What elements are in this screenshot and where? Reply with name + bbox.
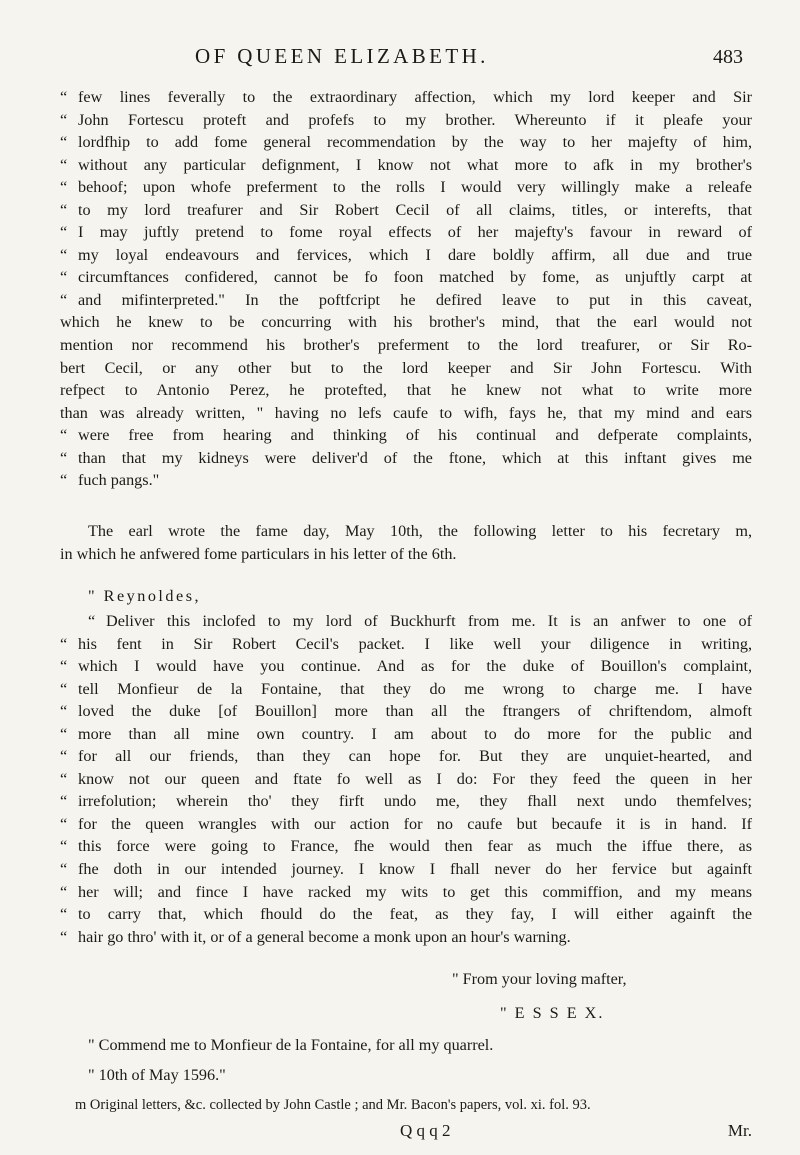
signature-mark: Q q q 2 xyxy=(400,1121,451,1140)
page-number: 483 xyxy=(713,46,743,68)
salutation: " Reynoldes, xyxy=(88,587,202,605)
paragraph-narrative xyxy=(60,520,752,565)
text-line: “ few lines feverally to the extraordinary affection, which my lord keeper and Sir xyxy=(60,88,752,106)
text-line: “ irrefolution; wherein tho' they firft undo me, they fhall next undo themfelves; xyxy=(60,792,752,811)
text-line: The earl wrote the fame day, May 10th, the following letter to his fecretary m, xyxy=(88,522,752,540)
text-line: “ for the queen wrangles with our action for no caufe but becaufe it is in hand. If xyxy=(60,814,752,833)
text-line: “ tell Monfieur de la Fontaine, that they do me wrong to charge me. I have xyxy=(60,679,752,698)
text-line: in which he anfwered fome particulars in his letter of the 6th. xyxy=(60,544,457,563)
text-line: “ loved the duke [of Bouillon] more than all the ftrangers of chriftendom, almoft xyxy=(60,702,752,721)
text-line: “ which I would have you continue. And as for the duke of Bouillon's complaint, xyxy=(60,657,752,676)
postscript: " Commend me to Monfieur de la Fontaine, for all my quarrel. xyxy=(88,1036,494,1054)
text-line: “ were free from hearing and thinking of his continual and defperate complaints, xyxy=(60,426,752,445)
text-line: “ fhe doth in our intended journey. I know I fhall never do her fervice but againft xyxy=(60,860,752,879)
letter-signature xyxy=(60,1002,752,1025)
text-line: “ to my lord treafurer and Sir Robert Cecil of all claims, titles, or interefts, that xyxy=(60,200,752,219)
text-line: “ more than all mine own country. I am about to do more for the public and xyxy=(60,724,752,743)
text-line: “ this force were going to France, fhe would then fear as much the iffue there, as xyxy=(60,837,752,856)
text-line: refpect to Antonio Perez, he protefted, that he knew not what to write more xyxy=(60,381,752,400)
text-line: “ than that my kidneys were deliver'd of the ftone, which at this inftant gives me xyxy=(60,448,752,467)
text-line: “ behoof; upon whofe preferment to the rolls I would very willingly make a releafe xyxy=(60,178,752,197)
closing-line: " From your loving mafter, xyxy=(452,970,627,988)
signature: " E S S E X. xyxy=(500,1004,605,1022)
text-line: “ circumftances confidered, cannot be fo foon matched by fome, as unjuftly carpt at xyxy=(60,268,752,287)
text-line: “ know not our queen and ftate fo well as I do: For they feed the queen in her xyxy=(60,769,752,788)
text-line: “ her will; and fince I have racked my wits to get this commiffion, and my means xyxy=(60,882,752,901)
letter-date xyxy=(60,1064,752,1087)
letter-postscript xyxy=(60,1034,752,1057)
catchword: Mr. xyxy=(727,1121,752,1140)
text-line: than was already written, " having no lefs caufe to wifh, fays he, that my mind and ears xyxy=(60,403,752,422)
text-line: “ fuch pangs." xyxy=(60,471,160,490)
text-line: “ his fent in Sir Robert Cecil's packet. I like well your diligence in writing, xyxy=(60,634,752,653)
text-line: “ my loyal endeavours and fervices, which I dare boldly affirm, all due and true xyxy=(60,245,752,264)
running-title: OF QUEEN ELIZABETH. xyxy=(195,44,489,68)
text-line: which he knew to be concurring with his brother's mind, that the earl would not xyxy=(60,313,752,332)
footnote: m Original letters, &c. collected by John Castle ; and Mr. Bacon's papers, vol. xi. fol. 93. xyxy=(75,1097,591,1113)
text-line: “ for all our friends, than they can hope for. But they are unquiet-hearted, and xyxy=(60,747,752,766)
text-line: mention nor recommend his brother's preferment to the lord treafurer, or Sir Ro- xyxy=(60,336,752,355)
letter-body xyxy=(60,610,752,948)
paragraph-quotation xyxy=(60,86,752,492)
running-header xyxy=(0,44,800,74)
date-line: " 10th of May 1596." xyxy=(88,1066,226,1084)
text-line: “ and mifinterpreted." In the poftfcript he defired leave to put in this caveat, xyxy=(60,290,752,309)
text-line: “ without any particular defignment, I know not what more to afk in my brother's xyxy=(60,155,752,174)
letter-salutation xyxy=(60,585,752,608)
text-line: bert Cecil, or any other but to the lord keeper and Sir John Fortescu. With xyxy=(60,358,752,377)
text-line: “ John Fortescu proteft and profefs to my brother. Whereunto if it pleafe your xyxy=(60,110,752,129)
text-line: “ to carry that, which fhould do the feat, as they fay, I will either againft the xyxy=(60,905,752,924)
text-line: “ hair go thro' with it, or of a general become a monk upon an hour's warning. xyxy=(60,927,571,946)
text-line: “ Deliver this inclofed to my lord of Buckhurft from me. It is an anfwer to one of xyxy=(88,612,752,630)
text-line: “ I may juftly pretend to fome royal effects of her majefty's favour in reward of xyxy=(60,223,752,242)
letter-closing xyxy=(60,968,752,991)
text-line: “ lordfhip to add fome general recommendation by the way to her majefty of him, xyxy=(60,133,752,152)
